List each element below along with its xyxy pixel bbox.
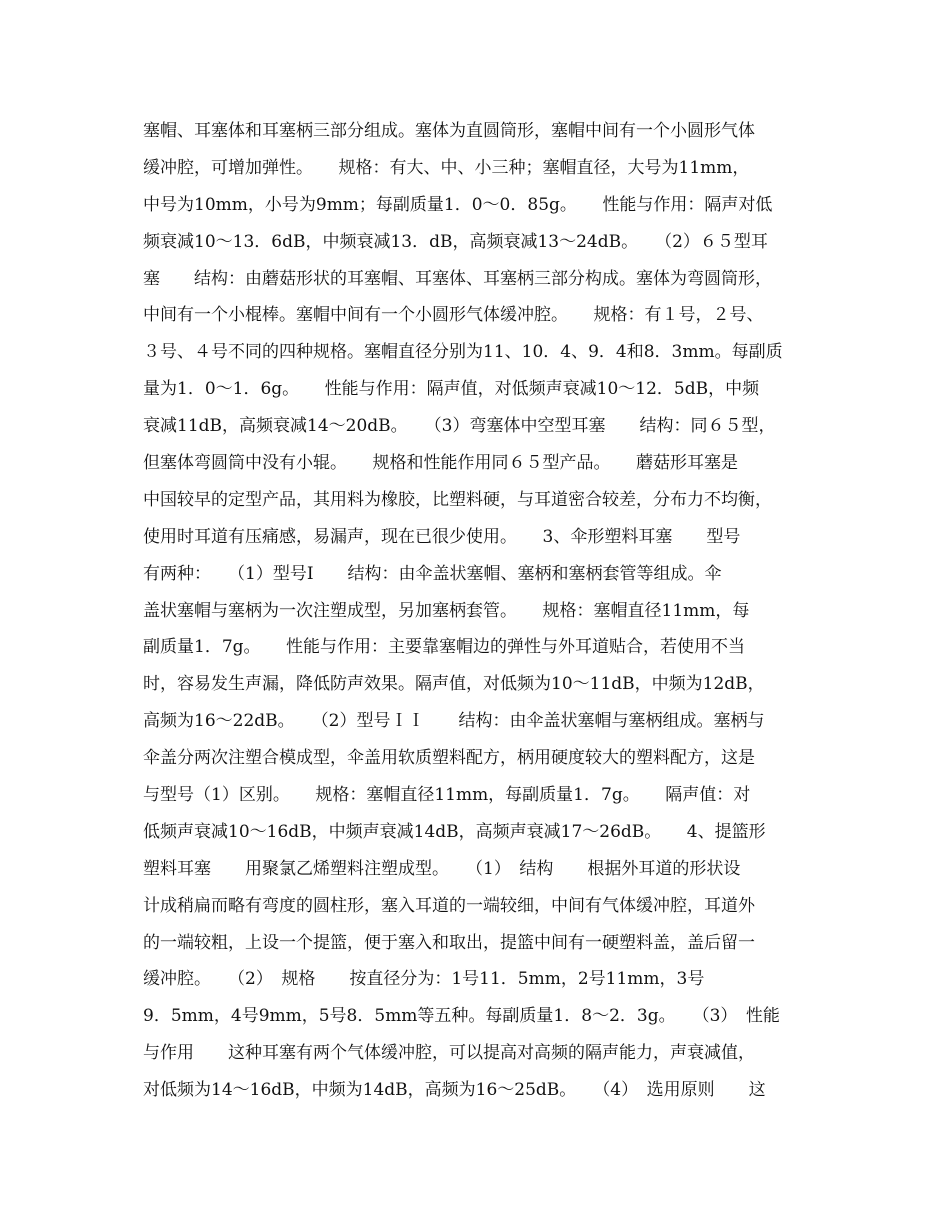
- text-line: 缓冲腔，可增加弹性。 规格：有大、中、小三种；塞帽直径，大号为11mm，: [143, 157, 750, 178]
- text-line: 但塞体弯圆筒中没有小辊。 规格和性能作用同６５型产品。 蘑菇形耳塞是: [143, 453, 738, 474]
- text-line: 塞帽、耳塞体和耳塞柄三部分组成。塞体为直圆筒形，塞帽中间有一个小圆形气体: [143, 121, 755, 141]
- text-line: 塑料耳塞 用聚氯乙烯塑料注塑成型。 （1） 结构 根据外耳道的形状设: [143, 858, 741, 879]
- text-line: 9．5mm，4号9mm，5号8．5mm等五种。每副质量1．8～2．3g。 （3） 性能: [143, 1006, 780, 1027]
- text-line: 频衰减10～13．6dB，中频衰减13．dB，高频衰减13～24dB。 （2）６５型耳: [143, 231, 768, 252]
- text-line: 时，容易发生声漏，降低防声效果。隔声值，对低频为10～11dB，中频为12dB，: [143, 674, 765, 695]
- text-line: 与作用 这种耳塞有两个气体缓冲腔，可以提高对高频的隔声能力，声衰减值，: [143, 1043, 755, 1064]
- text-line: 盖状塞帽与塞柄为一次注塑成型，另加塞柄套管。 规格：塞帽直径11mm，每: [143, 600, 750, 621]
- text-line: 有两种： （1）型号Ⅰ 结构：由伞盖状塞帽、塞柄和塞柄套管等组成。伞: [143, 563, 722, 584]
- body-text: [143, 113, 823, 1109]
- text-line: 塞 结构：由蘑菇形状的耳塞帽、耳塞体、耳塞柄三部分构成。塞体为弯圆筒形，: [143, 268, 772, 289]
- text-line: 缓冲腔。 （2） 规格 按直径分为：1号11．5mm，2号11mm，3号: [143, 969, 705, 990]
- text-line: 与型号（1）区别。 规格：塞帽直径11mm，每副质量1．7g。 隔声值：对: [143, 785, 751, 806]
- text-line: 计成稍扁而略有弯度的圆柱形，塞入耳道的一端较细，中间有气体缓冲腔，耳道外: [143, 895, 755, 916]
- text-line: 使用时耳道有压痛感，易漏声，现在已很少使用。 3、伞形塑料耳塞 型号: [143, 526, 741, 547]
- text-line: ３号、４号不同的四种规格。塞帽直径分别为11、10．4、9．4和8．3mm。每副质: [143, 342, 783, 363]
- text-line: 低频声衰减10～16dB，中频声衰减14dB，高频声衰减17～26dB。 4、提篮形: [143, 821, 766, 842]
- text-line: 中间有一个小棍棒。塞帽中间有一个小圆形气体缓冲腔。 规格：有１号，２号、: [143, 305, 764, 326]
- text-line: 副质量1．7g。 性能与作用：主要靠塞帽边的弹性与外耳道贴合，若使用不当: [143, 637, 746, 658]
- text-line: 量为1．0～1．6g。 性能与作用：隔声值，对低频声衰减10～12．5dB，中频: [143, 379, 760, 400]
- text-line: 伞盖分两次注塑合模成型，伞盖用软质塑料配方，柄用硬度较大的塑料配方，这是: [143, 748, 755, 769]
- text-line: 高频为16～22dB。 （2）型号ＩＩ 结构：由伞盖状塞帽与塞柄组成。塞柄与: [143, 711, 765, 732]
- text-line: 衰减11dB，高频衰减14～20dB。 （3）弯塞体中空型耳塞 结构：同６５型，: [143, 416, 776, 437]
- text-line: 的一端较粗，上设一个提篮，便于塞入和取出，提篮中间有一硬塑料盖，盖后留一: [143, 932, 755, 953]
- text-line: 对低频为14～16dB，中频为14dB，高频为16～25dB。 （4） 选用原则 这: [143, 1080, 766, 1101]
- text-line: 中国较早的定型产品，其用料为橡胶，比塑料硬，与耳道密合较差，分布力不均衡，: [143, 489, 772, 510]
- text-line: 中号为10mm，小号为9mm；每副质量1．0～0．85g。 性能与作用：隔声对低: [143, 194, 773, 215]
